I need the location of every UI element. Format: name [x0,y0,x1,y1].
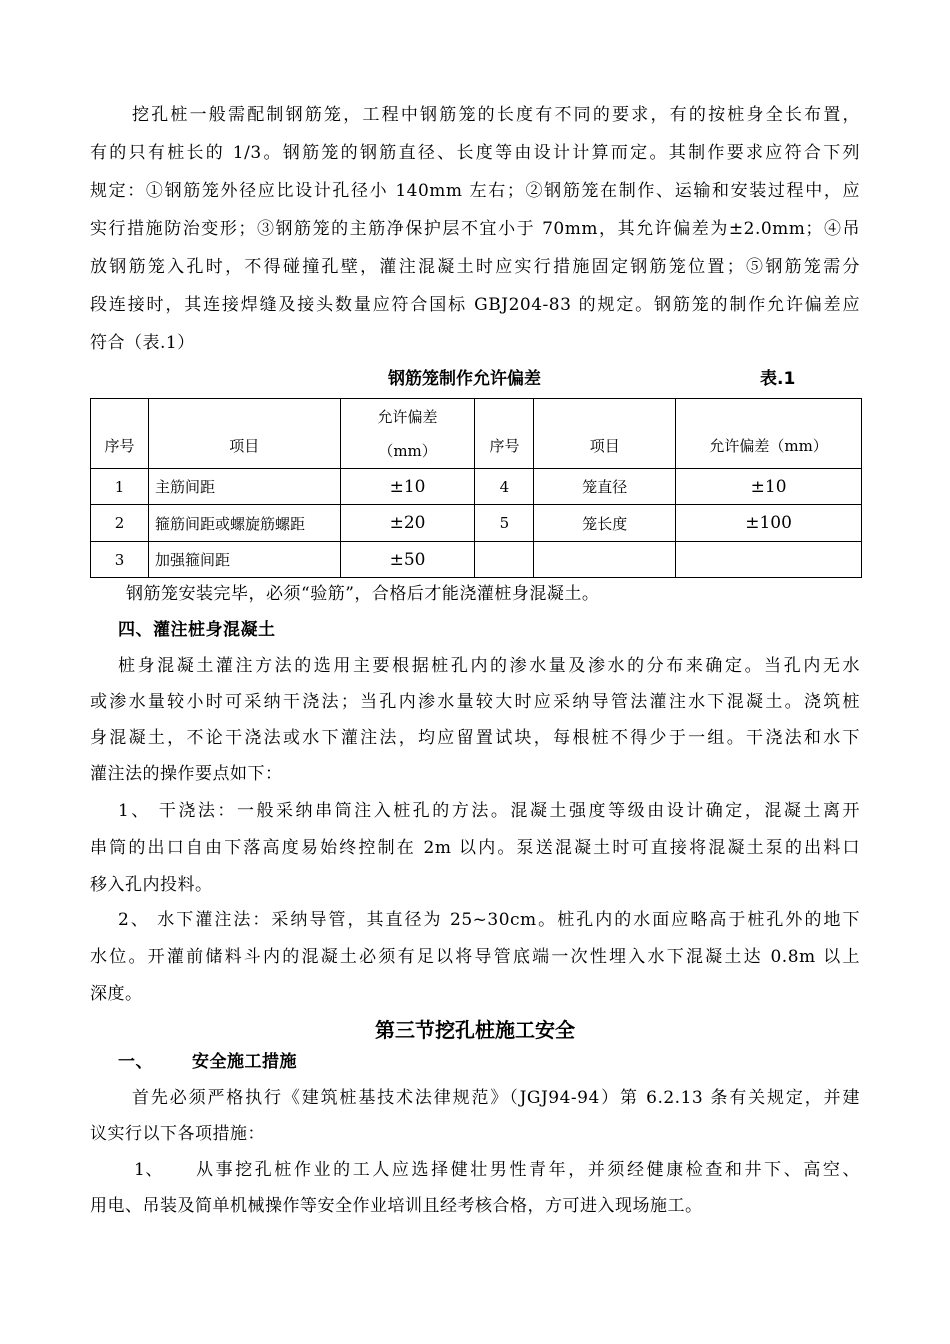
paragraph-line: 挖孔桩一般需配制钢筋笼，工程中钢筋笼的长度有不同的要求，有的按桩身全长布置， [132,105,860,125]
header-cell: 项目 [534,399,676,469]
table-cell: 箍筋间距或螺旋筋螺距 [148,505,340,542]
table-cell: 加强箍间距 [148,542,340,578]
section-heading: 四、灌注桩身混凝土 [118,620,276,640]
list-item-line: 2、 水下灌注法：采纳导管，其直径为 25~30cm。桩孔内的水面应略高于桩孔外的地下 [118,910,860,930]
paragraph-line: 身混凝土，不论干浇法或水下灌注法，均应留置试块，每根桩不得少于一组。干浇法和水下 [90,728,860,748]
list-item-line: 用电、吊装及简单机械操作等安全作业培训且经考核合格，方可进入现场施工。 [90,1196,703,1216]
table-header-row [91,399,862,469]
list-item-number: 1、 [134,1160,163,1180]
table-caption: 钢筋笼制作允许偏差 [388,369,541,389]
paragraph-line: 桩身混凝土灌注方法的选用主要根据桩孔内的渗水量及渗水的分布来确定。当孔内无水 [118,656,860,676]
table-cell: 3 [91,542,149,578]
table-cell: 笼直径 [534,469,676,505]
header-cell: 项目 [148,399,340,469]
section-title: 第三节挖孔桩施工安全 [375,1018,575,1042]
paragraph-line: 有的只有桩长的 1/3。钢筋笼的钢筋直径、长度等由设计计算而定。其制作要求应符合下列 [90,143,860,163]
list-item-line: 1、 干浇法：一般采纳串筒注入桩孔的方法。混凝土强度等级由设计确定，混凝土离开 [118,801,860,821]
list-item-line: 串筒的出口自由下落高度易始终控制在 2m 以内。泵送混凝土时可直接将混凝土泵的出料口 [90,838,860,858]
paragraph-line: 段连接时，其连接焊缝及接头数量应符合国标 GBJ204-83 的规定。钢筋笼的制作允许偏差应 [90,295,860,315]
table-cell [475,542,534,578]
table-cell: 4 [475,469,534,505]
table-row [91,469,862,505]
table-cell: ±20 [340,505,475,542]
header-cell-line: 允许偏差 [377,407,438,426]
paragraph-line: 实行措施防治变形；③钢筋笼的主筋净保护层不宜小于 70mm，其允许偏差为±2.0mm；④吊 [90,219,860,239]
table-cell: 2 [91,505,149,542]
list-item-line: 深度。 [90,984,143,1004]
header-cell: 允许偏差（mm） [676,399,862,469]
paragraph-line: 灌注法的操作要点如下： [90,764,283,784]
paragraph-line: 议实行以下各项措施： [90,1124,265,1144]
table-cell: ±10 [340,469,475,505]
subsection-number: 一、 [118,1052,153,1072]
table-cell: 主筋间距 [148,469,340,505]
table-row [91,505,862,542]
paragraph-line: 放钢筋笼入孔时，不得碰撞孔壁，灌注混凝土时应实行措施固定钢筋笼位置；⑤钢筋笼需分 [90,257,860,277]
paragraph-line: 规定：①钢筋笼外径应比设计孔径小 140mm 左右；②钢筋笼在制作、运输和安装过程中，应 [90,181,860,201]
table-cell [534,542,676,578]
table-row [91,542,862,578]
header-cell: 序号 [475,399,534,469]
table-cell: ±50 [340,542,475,578]
header-cell: 序号 [91,399,149,469]
tolerance-table [90,398,862,578]
table-cell [676,542,862,578]
paragraph-line: 符合（表.1） [90,333,195,353]
list-item-line: 移入孔内投料。 [90,875,213,895]
list-item-line: 水位。开灌前储料斗内的混凝土必须有足以将导管底端一次性埋入水下混凝土达 0.8m 以上 [90,947,860,967]
paragraph-line: 或渗水量较小时可采纳干浇法；当孔内渗水量较大时应采纳导管法灌注水下混凝土。浇筑桩 [90,692,860,712]
table-cell: 5 [475,505,534,542]
list-item-line: 从事挖孔桩作业的工人应选择健壮男性青年，并须经健康检查和井下、高空、 [196,1160,860,1180]
table-number: 表.1 [760,369,796,389]
paragraph-line: 首先必须严格执行《建筑桩基技术法律规范》（JGJ94-94）第 6.2.13 条有关规定，并建 [132,1088,860,1108]
header-cell [340,399,475,469]
subsection-title: 安全施工措施 [192,1052,297,1072]
table-cell: 1 [91,469,149,505]
table-cell: ±10 [676,469,862,505]
paragraph-line: 钢筋笼安装完毕，必须“验筋”，合格后才能浇灌桩身混凝土。 [126,584,600,604]
table-cell: 笼长度 [534,505,676,542]
header-cell-line: （mm） [378,441,437,460]
table-cell: ±100 [676,505,862,542]
